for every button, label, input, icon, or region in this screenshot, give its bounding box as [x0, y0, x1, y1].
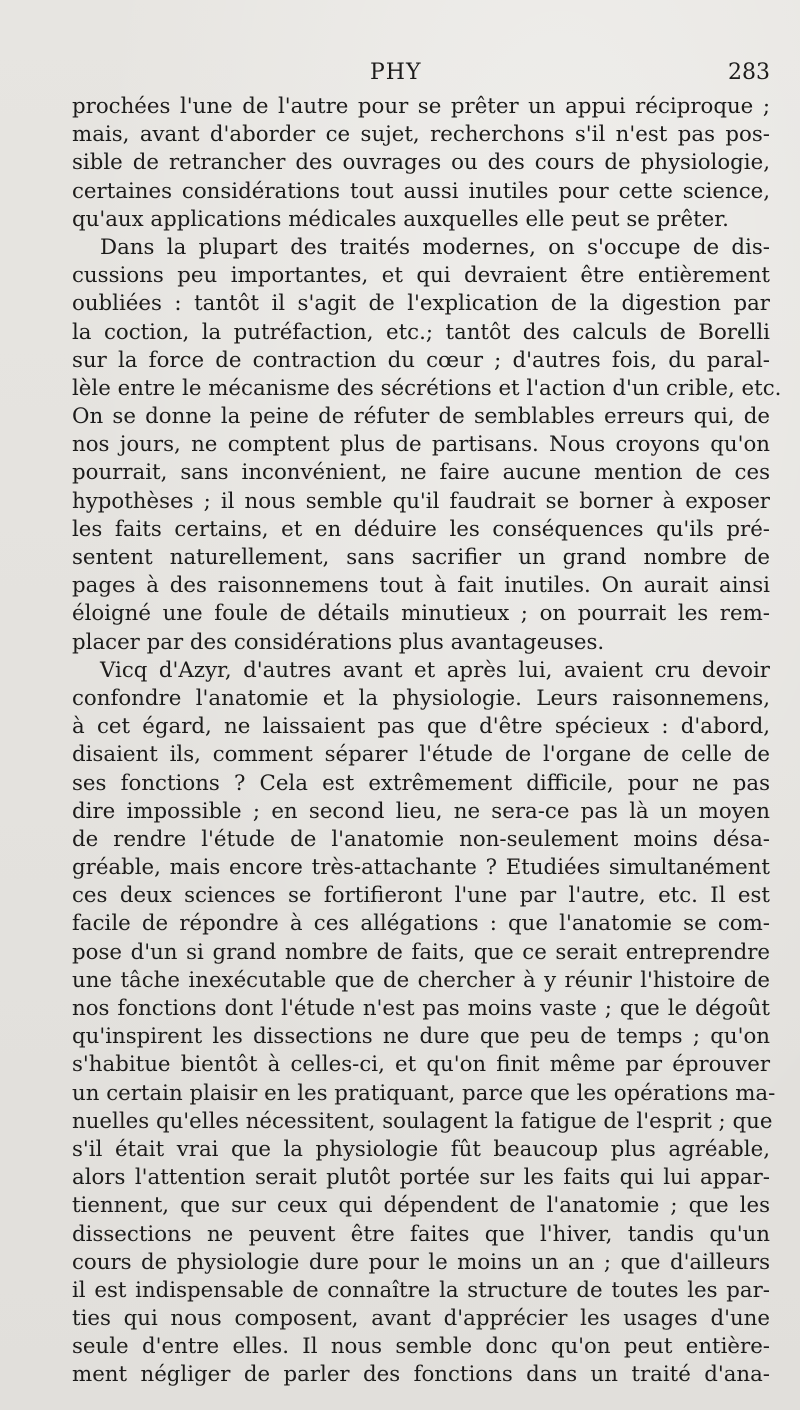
text-line: à cet égard, ne laissaient pas que d'être spécieux : d'abord,: [72, 714, 770, 740]
body-text: [72, 93, 782, 1390]
text-line: facile de répondre à ces allégations : que l'anatomie se com-: [72, 911, 770, 937]
running-head: [0, 58, 800, 94]
text-line: ties qui nous composent, avant d'apprécier les usages d'une: [72, 1306, 770, 1332]
text-line: seule d'entre elles. Il nous semble donc qu'on peut entière-: [72, 1334, 770, 1360]
text-line: ment négliger de parler des fonctions dans un traité d'ana-: [72, 1362, 770, 1388]
text-line: disaient ils, comment séparer l'étude de l'organe de celle de: [72, 742, 770, 768]
text-line: mais, avant d'aborder ce sujet, recherchons s'il n'est pas pos-: [72, 122, 770, 148]
text-line: qu'aux applications médicales auxquelles elle peut se prêter.: [72, 206, 729, 232]
text-line: Vicq d'Azyr, d'autres avant et après lui, avaient cru devoir: [100, 657, 770, 683]
paragraph: [72, 93, 770, 234]
text-line: dissections ne peuvent être faites que l'hiver, tandis qu'un: [72, 1221, 770, 1247]
text-line: éloigné une foule de détails minutieux ; on pourrait les rem-: [72, 601, 770, 627]
text-line: confondre l'anatomie et la physiologie. Leurs raisonnemens,: [72, 685, 770, 711]
text-line: prochées l'une de l'autre pour se prêter un appui réciproque ;: [72, 94, 770, 119]
header-title: PHY: [370, 60, 422, 85]
text-line: une tâche inexécutable que de chercher à y réunir l'histoire de: [72, 967, 770, 993]
text-line: hypothèses ; il nous semble qu'il faudrait se borner à exposer: [72, 488, 770, 514]
text-line: placer par des considérations plus avantageuses.: [72, 629, 605, 655]
text-line: dire impossible ; en second lieu, ne sera-ce pas là un moyen: [72, 798, 770, 824]
text-line: les faits certains, et en déduire les conséquences qu'ils pré-: [72, 516, 770, 542]
text-line: alors l'attention serait plutôt portée sur les faits qui lui appar-: [72, 1165, 770, 1191]
text-line: pose d'un si grand nombre de faits, que ce serait entreprendre: [72, 939, 770, 965]
text-line: s'habitue bientôt à celles-ci, et qu'on finit même par éprouver: [72, 1052, 770, 1078]
text-line: pages à des raisonnemens tout à fait inutiles. On aurait ainsi: [72, 573, 770, 599]
text-line: qu'inspirent les dissections ne dure que peu de temps ; qu'on: [72, 1024, 770, 1050]
text-line: nuelles qu'elles nécessitent, soulagent la fatigue de l'esprit ; que: [72, 1108, 773, 1134]
text-line: il est indispensable de connaître la structure de toutes les par-: [72, 1277, 770, 1303]
page-number: 283: [728, 60, 770, 85]
text-line: sible de retrancher des ouvrages ou des cours de physiologie,: [72, 150, 770, 176]
text-line: tiennent, que sur ceux qui dépendent de l'anatomie ; que les: [72, 1193, 770, 1219]
text-line: lèle entre le mécanisme des sécrétions et l'action d'un crible, etc.: [72, 375, 782, 401]
text-line: certaines considérations tout aussi inutiles pour cette science,: [72, 178, 770, 204]
text-line: s'il était vrai que la physiologie fût beaucoup plus agréable,: [72, 1136, 770, 1162]
text-line: gréable, mais encore très-attachante ? Etudiées simultanément: [72, 855, 770, 881]
text-line: la coction, la putréfaction, etc.; tantôt des calculs de Borelli: [72, 319, 770, 345]
text-line: nos jours, ne comptent plus de partisans. Nous croyons qu'on: [72, 432, 770, 458]
paragraph: [72, 234, 782, 657]
text-line: de rendre l'étude de l'anatomie non-seulement moins désa-: [72, 826, 770, 852]
text-line: oubliées : tantôt il s'agit de l'explication de la digestion par: [72, 291, 770, 317]
text-line: ses fonctions ? Cela est extrêmement difficile, pour ne pas: [72, 770, 770, 796]
text-line: sentent naturellement, sans sacrifier un grand nombre de: [72, 545, 770, 570]
text-line: un certain plaisir en les pratiquant, parce que les opérations ma-: [72, 1080, 776, 1106]
text-line: pourrait, sans inconvénient, ne faire aucune mention de ces: [72, 460, 770, 486]
text-line: cussions peu importantes, et qui devraient être entièrement: [72, 263, 770, 289]
paragraph: [72, 657, 776, 1390]
text-line: cours de physiologie dure pour le moins un an ; que d'ailleurs: [72, 1249, 770, 1275]
text-line: sur la force de contraction du cœur ; d'autres fois, du paral-: [72, 347, 770, 373]
text-line: Dans la plupart des traités modernes, on s'occupe de dis-: [100, 234, 770, 260]
text-line: nos fonctions dont l'étude n'est pas moins vaste ; que le dégoût: [72, 996, 770, 1021]
text-line: ces deux sciences se fortifieront l'une par l'autre, etc. Il est: [72, 883, 770, 909]
text-line: On se donne la peine de réfuter de semblables erreurs qui, de: [72, 404, 770, 430]
